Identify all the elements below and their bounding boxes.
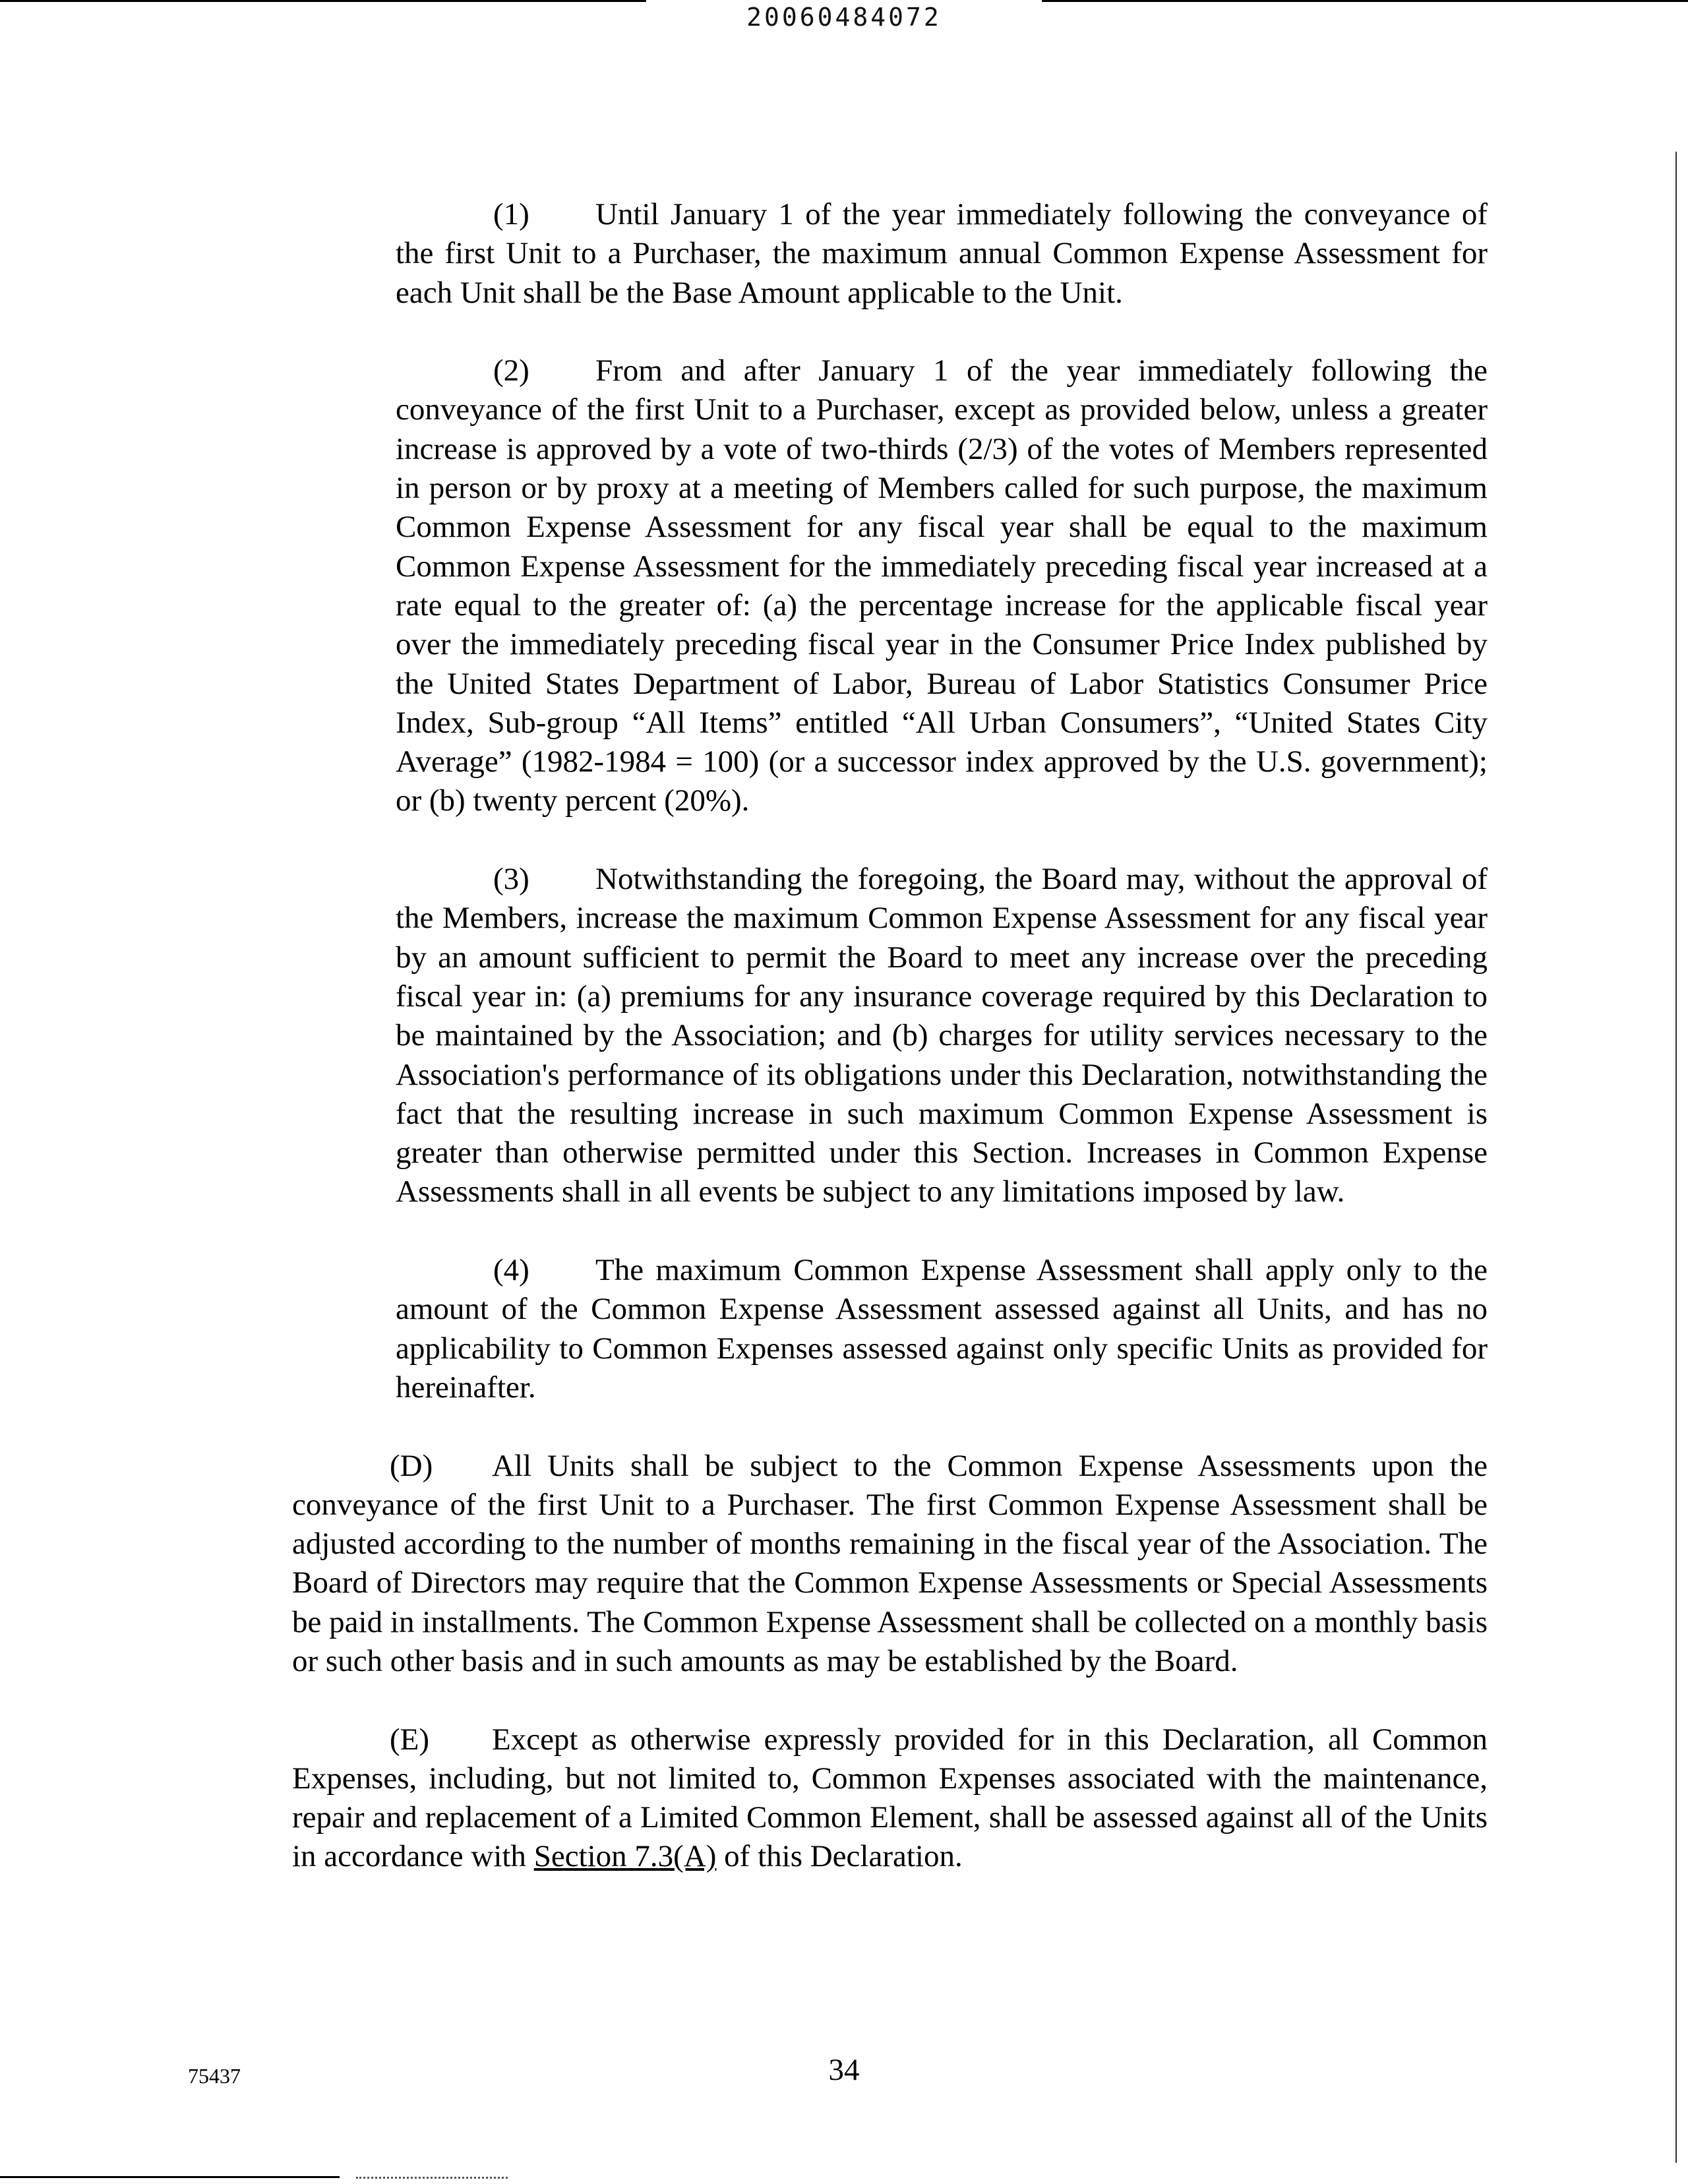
paragraph-marker: (D): [390, 1448, 433, 1483]
bottom-rule: [0, 2176, 340, 2178]
paragraph-d: [292, 1447, 1488, 1682]
top-rule-right: [1042, 0, 1688, 2]
paragraph-4: [396, 1251, 1488, 1407]
paragraph-e: [292, 1720, 1488, 1877]
paragraph-marker: (2): [493, 353, 529, 388]
paragraph-text: From and after January 1 of the year immediately following the conveyance of the first Unit to a Purchaser, except as provided below, unless a greater increase is approved by a vote of two-thirds (2/3) of the votes of Members represented in person or by proxy at a meeting of Members called for such purpose, the maximum Common Expense Assessment for any fiscal year shall be equal to the maximum Common Expense Assessment for the immediately preceding fiscal year increased at a rate equal to the greater of: (a) the percentage increase for the applicable fiscal year over the immediately preceding fiscal year in the Consumer Price Index published by the United States Department of Labor, Bureau of Labor Statistics Consumer Price Index, Sub-group “All Items” entitled “All Urban Consumers”, “United States City Average” (1982-1984 = 100) (or a successor index approved by the U.S. government); or (b) twenty percent (20%).: [396, 353, 1488, 818]
body-text: [292, 195, 1488, 1916]
bottom-rule-dashed: [356, 2177, 508, 2179]
top-rule-left: [0, 0, 646, 2]
section-reference: Section 7.3(A): [533, 1839, 717, 1874]
paragraph-text: Until January 1 of the year immediately following the conveyance of the first Unit to a Purchaser, the maximum annual Common Expense Assessment for each Unit shall be the Base Amount applicable to the Unit.: [396, 197, 1488, 310]
paragraph-marker: (1): [493, 197, 529, 231]
document-number: 20060484072: [746, 3, 942, 32]
paragraph-text: Except as otherwise expressly provided for in this Declaration, all Common Expenses, including, but not limited to, Common Expenses associated with the maintenance, repair and replacement of a Limited Common Element, shall be assessed against all of the Units in accordance with: [292, 1722, 1488, 1874]
paragraph-marker: (E): [390, 1722, 430, 1757]
right-page-edge: [1675, 152, 1677, 2163]
paragraph-marker: (4): [493, 1253, 529, 1288]
paragraph-tail: of this Declaration.: [716, 1839, 963, 1874]
paragraph-2: [396, 351, 1488, 821]
paragraph-text: All Units shall be subject to the Common Expense Assessments upon the conveyance of the first Unit to a Purchaser. The first Common Expense Assessment shall be adjusted according to the number of months remaining in the fiscal year of the Association. The Board of Directors may require that the Common Expense Assessments or Special Assessments be paid in installments. The Common Expense Assessment shall be collected on a monthly basis or such other basis and in such amounts as may be established by the Board.: [292, 1448, 1488, 1678]
paragraph-text: The maximum Common Expense Assessment shall apply only to the amount of the Common Expense Assessment assessed against all Units, and has no applicability to Common Expenses assessed against only specific Units as provided for hereinafter.: [396, 1253, 1488, 1405]
footer-document-id: 75437: [188, 2064, 241, 2088]
paragraph-3: [396, 860, 1488, 1212]
page-number: 34: [828, 2053, 860, 2087]
paragraph-1: [396, 195, 1488, 313]
paragraph-text: Notwithstanding the foregoing, the Board may, without the approval of the Members, increase the maximum Common Expense Assessment for any fiscal year by an amount sufficient to permit the Board to meet any increase over the preceding fiscal year in: (a) premiums for any insurance coverage required by this Declaration to be maintained by the Association; and (b) charges for utility services necessary to the Association's performance of its obligations under this Declaration, notwithstanding the fact that the resulting increase in such maximum Common Expense Assessment is greater than otherwise permitted under this Section. Increases in Common Expense Assessments shall in all events be subject to any limitations imposed by law.: [396, 862, 1488, 1209]
paragraph-marker: (3): [493, 862, 529, 897]
